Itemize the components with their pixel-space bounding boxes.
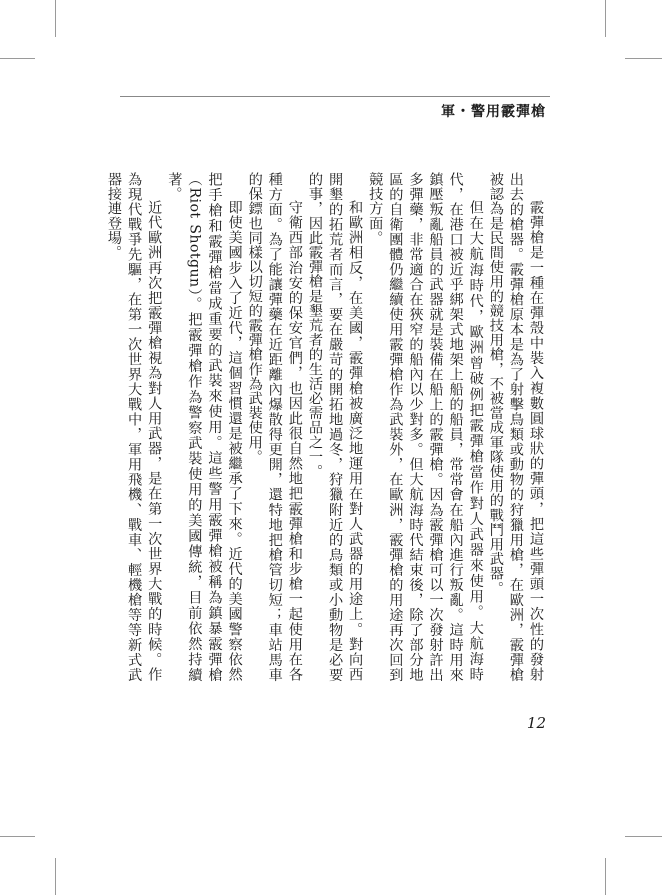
paragraph-3: 和歐洲相反，在美國，霰彈槍被廣泛地運用在對人武器的用途上。對向西開墾的拓荒者而言，要在嚴苛的開拓地過冬，狩獵附近的鳥類或小動物是必要的事，因此霰彈槍是墾荒者的生活必需品之一。 xyxy=(306,172,364,682)
paragraph-1: 霰彈槍是一種在彈殼中裝入複數圓球狀的彈頭，把這些彈頭一次性的發射出去的槍器。霰彈槍原本是為了射擊鳥類或動物的狩獵用槍，在歐洲，霰彈槍被認為是民間使用的競技用槍，不被當成軍隊使用的戰鬥用武器。 xyxy=(487,172,544,682)
crop-mark-bottom-right-h xyxy=(625,836,662,837)
paragraph-2: 但在大航海時代，歐洲曾破例把霰彈槍當作對人武器來使用。大航海時代，在港口被近乎綁架式地架上船的船員，常常會在船內進行叛亂。這時用來鎮壓叛亂船員的武器就是裝備在船上的霰彈槍。因為霰彈槍可以一次發射許出多彈藥，非常適合在狹窄的船內以少對多。但大航海時代結束後，除了部分地區的自衛團體仍繼續使用霰彈槍作為武裝外，在歐洲，霰彈槍的用途再次回到競技方面。 xyxy=(367,172,484,682)
chapter-title: 軍・警用霰彈槍 xyxy=(441,104,546,120)
page-number: 12 xyxy=(526,714,546,732)
crop-mark-top-left-h xyxy=(0,58,35,59)
body-text xyxy=(106,172,546,682)
crop-mark-bottom-right-v xyxy=(605,858,606,895)
paragraph-6: 近代歐洲再次把霰彈槍視為對人用武器，是在第一次世界大戰的時候。作為現代戰爭先驅，在第一次世界大戰中，軍用飛機、戰車、輕機槍等等新式武器接連登場。 xyxy=(106,172,163,682)
paragraph-5: 即使美國步入了近代，這個習慣還是被繼承了下來。近代的美國警察依然把手槍和霰彈槍當成重要的武裝來使用。這些警用霰彈槍被稱為鎮暴霰彈槍（Riot Shotgun）。把霰彈槍作為警察武裝使用的美國傳統，目前依然持續著。 xyxy=(166,172,243,682)
header-rule xyxy=(120,96,550,97)
paragraph-4: 守衛西部治安的保安官們，也因此很自然地把霰彈槍和步槍一起使用在各種方面。為了能讓彈藥在近距離內爆散得更開，還特地把槍管切短；車站馬車的保鏢也同樣以切短的霰彈槍作為武裝使用。 xyxy=(246,172,303,682)
crop-mark-bottom-left-v xyxy=(55,858,56,895)
crop-mark-top-right-v xyxy=(605,0,606,37)
crop-mark-top-right-h xyxy=(625,58,662,59)
crop-mark-bottom-left-h xyxy=(0,836,35,837)
crop-mark-top-left-v xyxy=(55,0,56,37)
